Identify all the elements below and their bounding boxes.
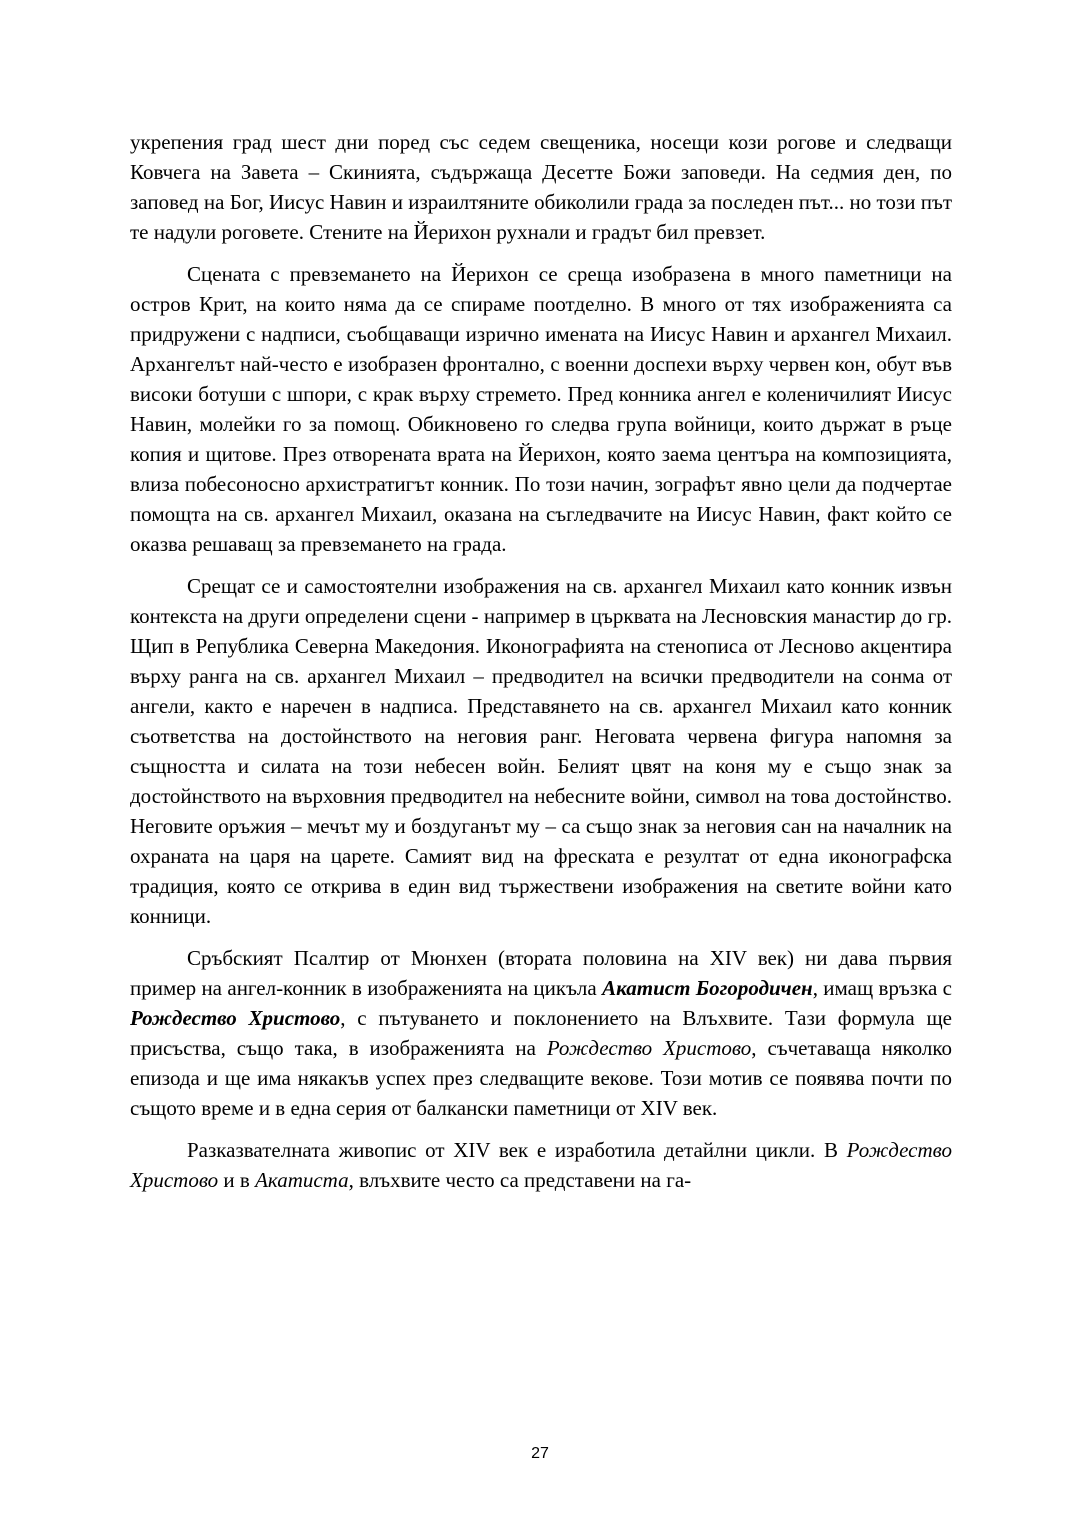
title-rozhdestvo-hristovo-italic: Рождество Христово [130,1138,952,1192]
paragraph-5-text: , влъхвите често са представени на га- [348,1168,692,1192]
title-akathist-bogorodichen: Акатист Богородичен [602,976,813,1000]
paragraph-4 [130,943,952,1123]
paragraph-4-text: Сръбският Псалтир от Мюнхен (втората половина на XIV век) ни дава първия пример на ангел-конник в изображенията на цикъла [130,946,952,1000]
paragraph-1 [130,127,952,247]
paragraph-4-text: , имащ връзка с [812,976,952,1000]
paragraph-3-text: Срещат се и самостоятелни изображения на св. архангел Михаил като конник извън контекста на други определени сцени - например в църквата на Лесновския манастир до гр. Щип в Република Северна Македония. Иконографията на стенописа от Лесново акцентира върху ранга на св. архангел Михаил – предводител на всички предводители на сонма от ангели, както е наречен в надписа. Представянето на св. архангел Михаил като конник съответства на достойнството на неговия ранг. Неговата червена фигура напомня за същността и силата на този небесен войн. Белият цвят на коня му е също знак за достойнството на върховния предводител на небесните войни, символ на това достойнство. Неговите оръжия – мечът му и боздуганът му – са също знак за неговия сан на началник на охраната на царя на царете. Самият вид на фреската е резултат от една иконографска традиция, която се открива в един вид тържествени изображения на светите войни като конници. [130,574,952,928]
page-number: 27 [531,1445,549,1462]
title-akathista-italic: Акатиста [255,1168,349,1192]
paragraph-5-text: и в [218,1168,256,1192]
paragraph-5-text: Разказвателната живопис от XIV век е изработила детайлни цикли. В [187,1138,847,1162]
paragraph-2 [130,259,952,559]
paragraph-5 [130,1135,952,1195]
title-rozhdestvo-hristovo-italic: Рождество Христово [546,1036,752,1060]
paragraph-1-text: укрепения град шест дни поред със седем свещеника, носещи кози рогове и следващи Ковчега на Завета – Скинията, съдържаща Десетте Божи заповеди. На седмия ден, по заповед на Бог, Иисус Навин и израилтяните обиколили града за последен път... но този път те надули роговете. Стените на Йерихон рухнали и градът бил превзет. [130,130,952,244]
title-rozhdestvo-hristovo: Рождество Христово [130,1006,341,1030]
paragraph-4-text: , съчетаваща няколко епизода и ще има някакъв успех през следващите векове. Този мотив се появява почти по същото време и в една серия от балкански паметници от XIV век. [130,1036,953,1120]
paragraph-3 [130,571,952,931]
paragraph-4-text: , с пътуването и поклонението на Влъхвите. Тази формула ще присъства, също така, в изображенията на [130,1006,952,1060]
page-body [130,127,952,1207]
paragraph-2-text: Сцената с превземането на Йерихон се среща изобразена в много паметници на остров Крит, на които няма да се спираме поотделно. В много от тях изображенията са придружени с надписи, съобщаващи изрично имената на Иисус Навин и архангел Михаил. Архангелът най-често е изобразен фронтално, с военни доспехи върху червен кон, обут във високи ботуши с шпори, с крак върху стремето. Пред конника ангел е коленичилият Иисус Навин, молейки го за помощ. Обикновено го следва група войници, които държат в ръце копия и щитове. През отворената врата на Йерихон, която заема центъра на композицията, влиза побесоносно архистратигът конник. По този начин, зографът явно цели да подчертае помощта на св. архангел Михаил, оказана на съгледвачите на Иисус Навин, факт който се оказва решаващ за превземането на града. [130,262,952,556]
